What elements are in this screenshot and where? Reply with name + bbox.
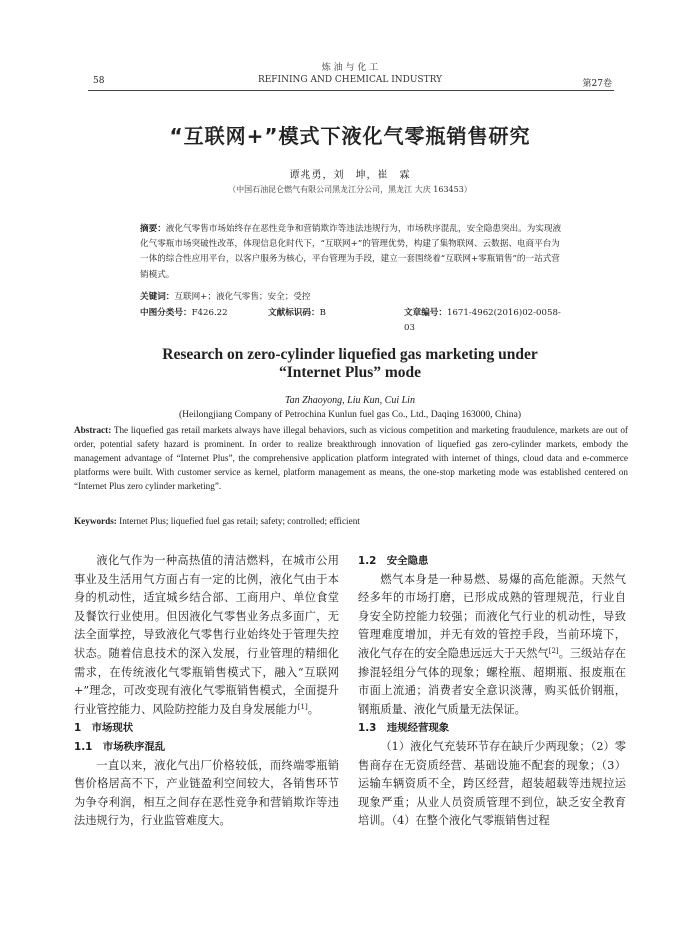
authors-cn: 谭兆勇，刘 坤，崔 霖 — [289, 170, 411, 181]
article-number-value: 1671-4962(2016)02-0058-03 — [404, 308, 561, 333]
affiliation-en: (Heilongjiang Company of Petrochina Kunlun fuel gas Co., Ltd., Daqing 163000, China) — [178, 409, 522, 420]
subsection-heading: 1.2 安全隐患 — [358, 555, 429, 567]
paper-title-en — [0, 346, 700, 382]
page-number: 58 — [93, 76, 105, 86]
clc-label: 中图分类号： — [140, 308, 192, 318]
keywords-text-en: Internet Plus; liquefied fuel gas retail; safety; controlled; efficient — [116, 516, 360, 526]
abstract-en — [74, 424, 628, 494]
keywords-label-en: Keywords: — [74, 516, 117, 526]
journal-name-cn: 炼 油 与 化 工 — [321, 63, 379, 73]
abstract-label-cn: 摘要： — [140, 224, 166, 234]
safety-text-end: 。三级站存在掺混轻组分气体的现象；螺栓瓶、超期瓶、报废瓶在市面上流通；消费者安全意识淡薄，购买低价钢瓶，钢瓶质量、液化气质量无法保证。 — [358, 646, 626, 716]
keywords-cn — [140, 290, 568, 305]
intro-text: 液化气作为一种高热值的清洁燃料，在城市公用事业及生活用气方面占有一定的比例，液化气由于本身的机动性，适宜城乡结合部、工商用户、单位食堂及餐饮行业使用。但因液化气零售业务点多面广，无法全面掌控，导致液化气零售行业始终处于管理失控状态。随着信息技术的深入发展，行业管理的精细化需求，在传统液化气零瓶销售模式下，融入“互联网+”理念，可改变现有液化气零瓶销售模式，全面提升行业管控能力、风险防控能力及自身发展能力 — [74, 554, 339, 716]
keywords-text-cn: 互联网+；液化气零售；安全；受控 — [174, 292, 311, 302]
citation-ref: [1] — [297, 702, 308, 711]
body-paragraph: （1）液化气充装环节存在缺斤少两现象；（2）零售商存在无资质经营、基础设施不配套的现象；（3）运输车辆资质不全，跨区经营，超装超载等违规拉运现象严重；从业人员资质管理不到位，缺乏安全教育培训。（4）在整个液化气零瓶销售过程 — [358, 739, 626, 828]
volume-label: 第27卷 — [582, 79, 612, 89]
intro-paragraph — [74, 552, 339, 719]
body-column-left — [74, 552, 339, 831]
intro-text-end: 。 — [307, 702, 319, 716]
header-rule — [88, 90, 614, 91]
paper-title-cn: “互联网+”模式下液化气零瓶销售研究 — [169, 124, 531, 148]
keywords-label-cn: 关键词： — [140, 292, 175, 302]
body-paragraph — [358, 571, 626, 720]
section-heading: 1 市场现状 — [74, 722, 134, 735]
clc-number — [140, 306, 228, 321]
document-code — [268, 306, 326, 321]
body-paragraph: 一直以来，液化气出厂价格较低，而终端零瓶销售价格居高不下，产业链盈利空间较大，各销售环节为争夺利润，相互之间存在恶性竞争和营销欺诈等违法违规行为，行业监管难度大。 — [74, 758, 339, 828]
keywords-en — [74, 514, 628, 528]
doc-code-label: 文献标识码： — [268, 308, 320, 318]
authors-en: Tan Zhaoyong, Liu Kun, Cui Lin — [285, 395, 415, 406]
body-column-right — [358, 552, 626, 831]
abstract-text-cn: 液化气零售市场始终存在恶性竞争和营销欺诈等违法违规行为，市场秩序混乱，安全隐患突出。为实现液化气零瓶市场突破性改革，体现信息化时代下，“互联网+”的管理优势，构建了集物联网、云数据、电商平台为一体的综合性应用平台，以客户服务为核心，平台管理为手段，建立一套围绕着“互联网+零瓶销售”的一站式营销模式。 — [140, 224, 562, 280]
clc-value: F426.22 — [191, 308, 228, 318]
affiliation-cn: （中国石油昆仑燃气有限公司黑龙江分公司，黑龙江 大庆 163453） — [228, 185, 472, 194]
subsection-heading: 1.1 市场秩序混乱 — [74, 740, 166, 753]
abstract-text-en: The liquefied gas retail markets always have illegal behaviors, such as vicious competition and marketing fraudulence, markets are out of order, potential safety hazard is prominent. In order to realize breakthrough innovation of liquefied gas zero-cylinder markets, embody the management advantage of “Internet Plus”, the comprehensive application platform integrated with internet of things, cloud data and e-commerce platforms were built. With customer service as kernel, platform management as means, the one-stop marketing mode was established centered on “Internet Plus zero cylinder marketing”. — [74, 425, 628, 491]
paper-title-en-line2: “Internet Plus” mode — [278, 364, 422, 381]
article-number — [404, 306, 568, 336]
abstract-label-en: Abstract: — [74, 425, 112, 435]
safety-text: 燃气本身是一种易燃、易爆的高危能源。天然气经多年的市场打磨，已形成成熟的管理规范，行业自身安全防控能力较强；而液化气行业的机动性，导致管理难度增加，并无有效的管控手段，当前环境下，液化气存在的安全隐患远远大于天然气 — [358, 572, 626, 660]
paper-title-en-line1: Research on zero-cylinder liquefied gas marketing under — [162, 346, 538, 363]
subsection-heading: 1.3 违规经营现象 — [358, 722, 450, 735]
doc-code-value: B — [319, 308, 326, 318]
abstract-cn — [140, 222, 568, 283]
article-number-label: 文章编号： — [404, 308, 447, 318]
journal-name-en: REFINING AND CHEMICAL INDUSTRY — [257, 75, 443, 85]
citation-ref: [2] — [548, 646, 559, 655]
